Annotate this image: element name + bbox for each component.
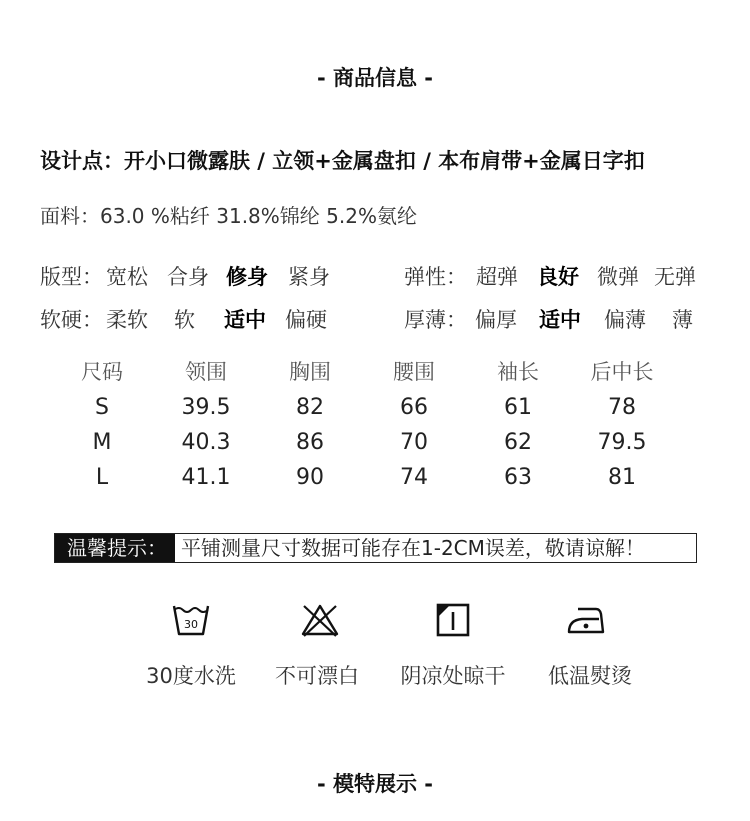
attr-fit-option: 紧身 — [288, 265, 330, 289]
model-show-title: - 模特展示 - — [316, 772, 434, 796]
attr-thickness — [404, 304, 714, 330]
waist-header: 腰围 — [393, 360, 435, 384]
table-cell: 63 — [504, 465, 532, 490]
table-cell: 40.3 — [181, 430, 231, 455]
care-label-no-bleach: 不可漂白 — [275, 664, 359, 688]
table-cell: 78 — [608, 395, 636, 420]
size-table — [50, 352, 674, 495]
product-info-title: - 商品信息 - — [316, 66, 434, 90]
table-cell: 82 — [296, 395, 324, 420]
table-cell: S — [95, 395, 109, 420]
wash-temperature-text: 30 — [184, 618, 198, 631]
attr-thickness-option: 薄 — [672, 308, 693, 332]
wash-30-icon — [171, 600, 211, 640]
attr-thickness-label: 厚薄： — [404, 308, 467, 332]
attr-thickness-option: 偏厚 — [475, 308, 517, 332]
shade-dry-icon — [433, 600, 473, 640]
tip-label: 温馨提示： — [55, 534, 175, 562]
tip-text: 平铺测量尺寸数据可能存在1-2CM误差，敬请谅解！ — [181, 536, 645, 560]
design-points: 设计点：开小口微露肤 / 立领+金属盘扣 / 本布肩带+金属日字扣 — [40, 149, 645, 173]
attr-thickness-option-selected: 适中 — [539, 308, 581, 332]
attr-softness-option: 柔软 — [106, 308, 148, 332]
attr-softness-label: 软硬： — [40, 308, 103, 332]
chest-header: 胸围 — [289, 360, 331, 384]
low-iron-icon — [566, 600, 606, 640]
table-row — [50, 390, 674, 425]
size-table-header-row — [50, 352, 674, 390]
care-label-wash: 30度水洗 — [146, 664, 236, 688]
size-header: 尺码 — [81, 360, 123, 384]
table-cell: 39.5 — [181, 395, 231, 420]
attr-softness-option: 软 — [174, 308, 195, 332]
attr-fit-option-selected: 修身 — [226, 265, 268, 289]
fabric-composition: 面料：63.0 %粘纤 31.8%锦纶 5.2%氨纶 — [40, 204, 417, 228]
attr-thickness-option: 偏薄 — [604, 308, 646, 332]
care-label-low-iron: 低温熨烫 — [548, 664, 632, 688]
measurement-tip — [54, 533, 697, 563]
attr-softness-option: 偏硬 — [285, 308, 327, 332]
attr-elasticity-option: 超弹 — [476, 265, 518, 289]
attr-fit-option: 合身 — [167, 265, 209, 289]
attr-fit-label: 版型： — [40, 265, 103, 289]
attr-fit-option: 宽松 — [106, 265, 148, 289]
table-cell: 79.5 — [597, 430, 647, 455]
table-cell: 41.1 — [181, 465, 231, 490]
attr-softness-option-selected: 适中 — [224, 308, 266, 332]
attr-elasticity-option: 无弹 — [654, 265, 696, 289]
table-cell: L — [95, 465, 109, 490]
attr-elasticity-label: 弹性： — [404, 265, 467, 289]
attr-softness — [40, 304, 360, 330]
table-cell: 90 — [296, 465, 324, 490]
length-header: 后中长 — [590, 360, 654, 384]
attr-elasticity — [404, 261, 714, 287]
care-label-shade-dry: 阴凉处晾干 — [400, 664, 506, 688]
attr-elasticity-option-selected: 良好 — [537, 265, 579, 289]
neck-header: 领围 — [185, 360, 227, 384]
table-cell: 70 — [400, 430, 428, 455]
table-cell: 81 — [608, 465, 636, 490]
table-row — [50, 425, 674, 460]
attr-elasticity-option: 微弹 — [597, 265, 639, 289]
table-cell: 86 — [296, 430, 324, 455]
attr-fit — [40, 261, 360, 287]
table-row — [50, 460, 674, 495]
table-cell: 61 — [504, 395, 532, 420]
table-cell: M — [92, 430, 112, 455]
table-cell: 66 — [400, 395, 428, 420]
table-cell: 74 — [400, 465, 428, 490]
table-cell: 62 — [504, 430, 532, 455]
no-bleach-icon — [300, 600, 340, 640]
sleeve-header: 袖长 — [497, 360, 539, 384]
